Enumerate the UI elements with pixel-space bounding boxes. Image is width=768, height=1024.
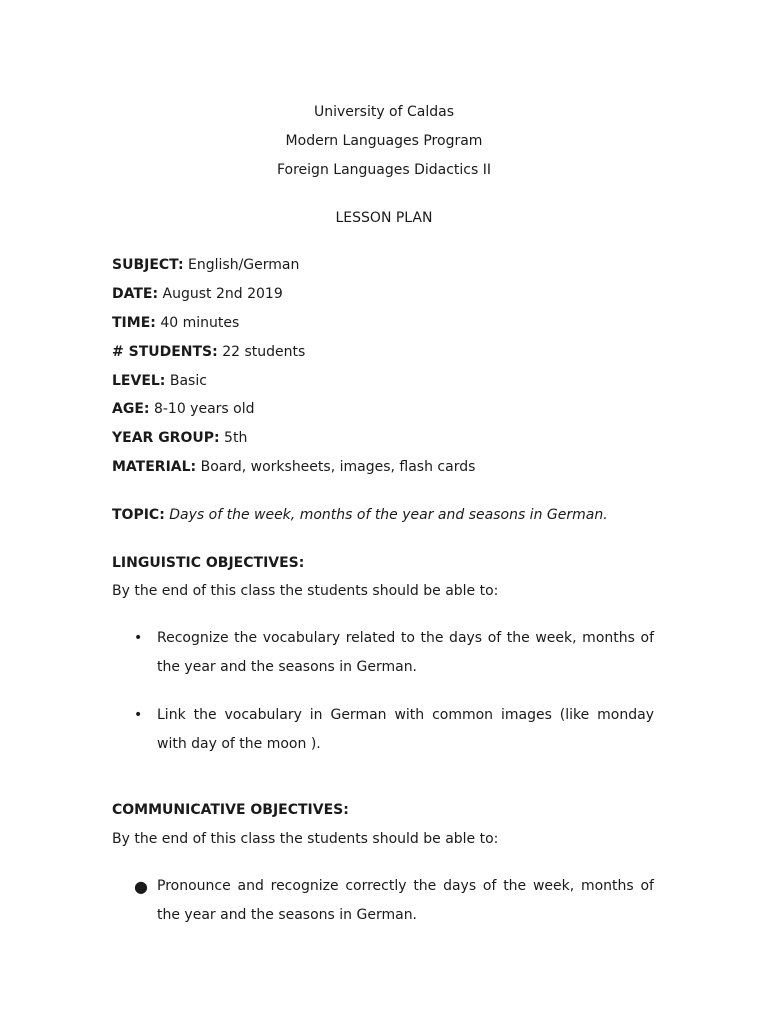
field-students [112, 342, 305, 362]
field-age [112, 399, 255, 419]
communicative-objectives-heading: COMMUNICATIVE OBJECTIVES: [112, 802, 349, 818]
field-value: English/German [188, 257, 300, 273]
field-label: SUBJECT: [112, 257, 184, 273]
field-value: Basic [169, 373, 207, 389]
field-level [112, 371, 207, 391]
communicative-objectives-intro: By the end of this class the students should be able to: [112, 831, 499, 847]
field-value: 8-10 years old [153, 401, 255, 417]
field-label: TIME: [112, 315, 156, 331]
field-label: # STUDENTS: [112, 344, 218, 360]
field-value: 40 minutes [160, 315, 240, 331]
linguistic-objective-item: Recognize the vocabulary related to the days of the week, months of the year and the seasons in German. [157, 630, 654, 675]
field-value: August 2nd 2019 [162, 286, 283, 302]
field-value: 5th [224, 430, 248, 446]
field-year-group [112, 428, 247, 448]
linguistic-objectives-intro: By the end of this class the students should be able to: [112, 583, 499, 599]
topic-label: TOPIC: [112, 507, 165, 523]
field-time [112, 313, 239, 333]
university-name: University of Caldas [313, 104, 455, 120]
field-subject [112, 255, 299, 275]
communicative-objective-item: Pronounce and recognize correctly the days of the week, months of the year and the seasons in German. [157, 878, 654, 923]
bullet-icon: • [134, 707, 143, 723]
field-label: YEAR GROUP: [112, 430, 220, 446]
field-value: Board, worksheets, images, flash cards [200, 459, 476, 475]
bullet-icon: ● [134, 877, 148, 896]
program-name: Modern Languages Program [285, 133, 483, 149]
topic [112, 505, 608, 525]
document-title: LESSON PLAN [335, 210, 433, 226]
topic-value: Days of the week, months of the year and seasons in German. [169, 507, 608, 523]
course-name: Foreign Languages Didactics II [276, 162, 492, 178]
field-date [112, 284, 283, 304]
field-label: DATE: [112, 286, 159, 302]
field-material [112, 457, 475, 477]
field-label: MATERIAL: [112, 459, 197, 475]
field-value: 22 students [222, 344, 306, 360]
field-label: AGE: [112, 401, 150, 417]
field-label: LEVEL: [112, 373, 166, 389]
linguistic-objective-item: Link the vocabulary in German with common images (like monday with day of the moon ). [157, 707, 654, 752]
bullet-icon: • [134, 630, 143, 646]
linguistic-objectives-heading: LINGUISTIC OBJECTIVES: [112, 555, 305, 571]
